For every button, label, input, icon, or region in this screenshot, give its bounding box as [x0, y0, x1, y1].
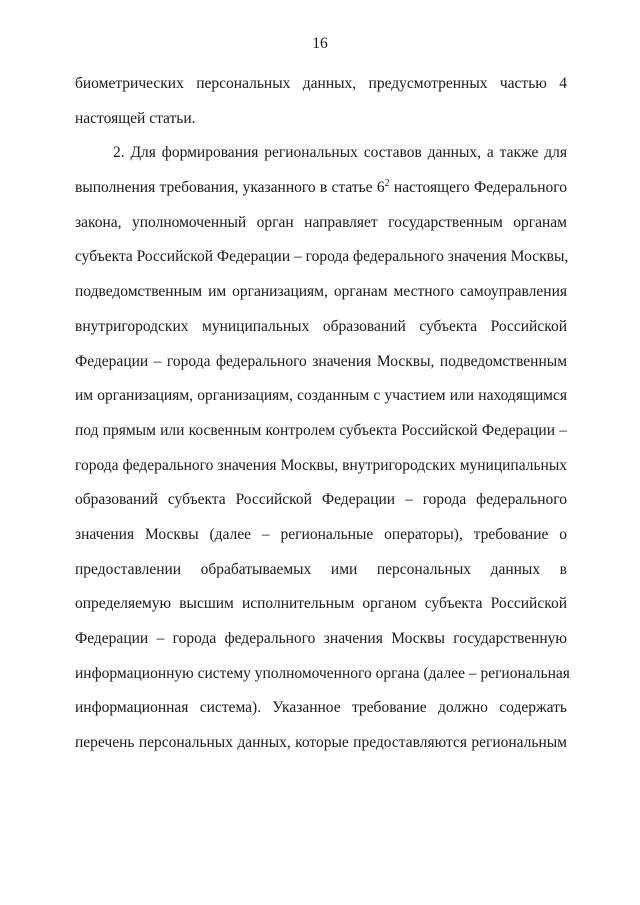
text-line: города федерального значения Москвы, внутригородских муниципальных: [75, 456, 567, 474]
superscript-number: 2: [384, 178, 390, 190]
text-line: определяемую высшим исполнительным органом субъекта Российской: [75, 595, 567, 613]
text-line: Федерации – города федерального значения Москвы, подведомственным: [75, 352, 567, 370]
text-line: внутригородских муниципальных образований субъекта Российской: [75, 317, 567, 335]
text-line: перечень персональных данных, которые предоставляются региональным: [75, 734, 567, 752]
text-line-with-superscript: [75, 177, 567, 212]
text-line: значения Москвы (далее – региональные операторы), требование о: [75, 525, 567, 543]
text-line: Федерации – города федерального значения Москвы государственную: [75, 630, 567, 647]
text-segment: выполнения требования, указанного в статье 6: [75, 179, 385, 197]
text-line: предоставлении обрабатываемых ими персональных данных в: [75, 560, 567, 578]
text-segment: настоящего Федерального: [389, 179, 567, 197]
text-line: им организациям, организациям, созданным с участием или находящимся: [75, 387, 567, 405]
text-line: закона, уполномоченный орган направляет государственным органам: [75, 213, 567, 231]
text-line: биометрических персональных данных, предусмотренных частью 4: [75, 75, 567, 92]
text-line: информационная система). Указанное требование должно содержать: [75, 699, 567, 717]
page-number: 16: [312, 35, 328, 52]
text-line: субъекта Российской Федерации – города федерального значения Москвы,: [75, 248, 569, 266]
text-line: образований субъекта Российской Федерации – города федерального: [75, 491, 567, 509]
text-line: информационную систему уполномоченного органа (далее – региональная: [75, 664, 570, 682]
document-body: [75, 73, 570, 767]
text-line: под прямым или косвенным контролем субъекта Российской Федерации –: [75, 421, 567, 439]
text-line: подведомственным им организациям, органам местного самоуправления: [75, 283, 567, 301]
paragraph-first-line: 2. Для формирования региональных составов данных, а также для: [113, 144, 567, 162]
text-line: настоящей статьи.: [75, 109, 196, 127]
